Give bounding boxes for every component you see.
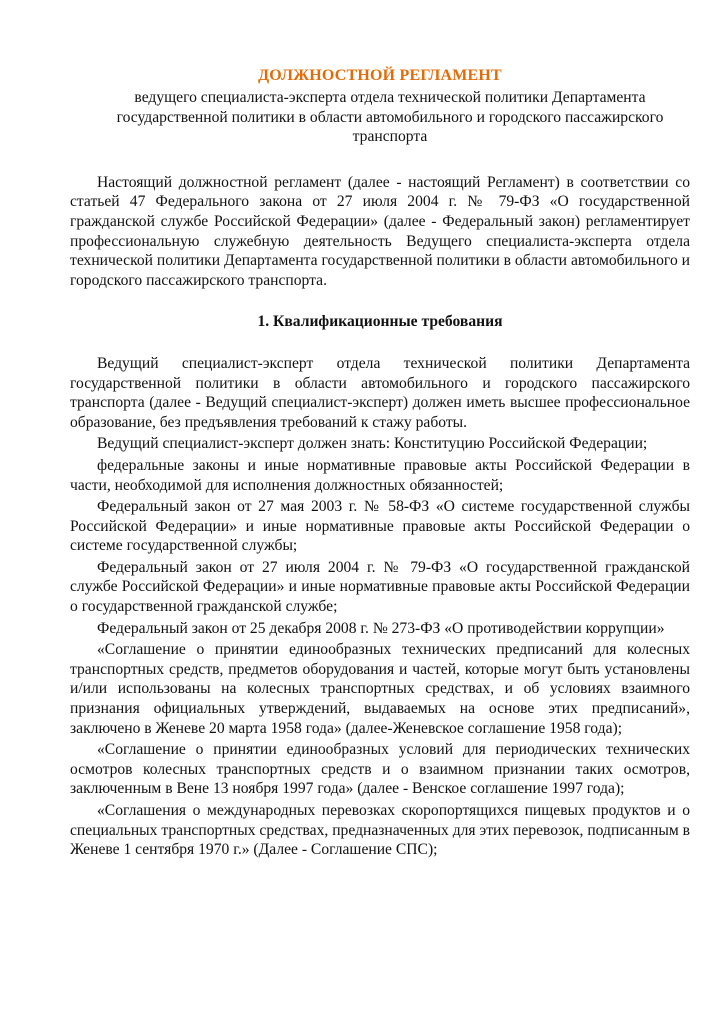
document-title: ДОЛЖНОСТНОЙ РЕГЛАМЕНТ <box>258 67 502 84</box>
section-paragraph-4: Федеральный закон от 27 мая 2003 г. № 58-ФЗ «О системе государственной службы Российской Федерации» и иные нормативные правовые акты Российской Федерации о системе государственной службы; <box>70 498 690 555</box>
section-paragraph-7: «Соглашение о принятии единообразных технических предписаний для колесных транспортных средств, предметов оборудования и частей, которые могут быть установлены и/или использованы на колесных транспортных средствах, и об условиях взаимного признания официальных утверждений, выдаваемых на основе этих предписаний», заключено в Женеве 20 марта 1958 года» (далее-Женевское соглашение 1958 года); <box>70 641 690 737</box>
document-subtitle <box>70 88 690 147</box>
section-paragraph-1: Ведущий специалист-эксперт отдела технической политики Департамента государственной политики в области автомобильного и городского пассажирского транспорта (далее - Ведущий специалист-эксперт) должен иметь высшее профессиональное образование, без предъявления требований к стажу работы. <box>70 354 690 431</box>
section-paragraph-6: Федеральный закон от 25 декабря 2008 г. № 273-ФЗ «О противодействии коррупции» <box>97 619 665 637</box>
section-paragraph-8: «Соглашение о принятии единообразных условий для периодических технических осмотров колесных транспортных средств и о взаимном признании таких осмотров, заключенным в Вене 13 ноября 1997 года» (далее - Венское соглашение 1997 года); <box>70 741 690 798</box>
subtitle-line-2: государственной политики в области автомобильного и городского пассажирского <box>116 108 664 126</box>
section-paragraph-9: «Соглашения о международных перевозках скоропортящихся пищевых продуктов и о специальных транспортных средствах, предназначенных для этих перевозок, подписанным в Женеве 1 сентября 1970 г.» (Далее - Соглашение СПС); <box>70 802 690 859</box>
intro-paragraph: Настоящий должностной регламент (далее - настоящий Регламент) в соответствии со статьей 47 Федерального закона от 27 июля 2004 г. № 79-ФЗ «О государственной гражданской службе Российской Федерации» (далее - Федеральный закон) регламентирует профессиональную служебную деятельность Ведущего специалиста-эксперта отдела технической политики Департамента государственной политики в области автомобильного и городского пассажирского транспорта. <box>70 173 690 289</box>
subtitle-line-3: транспорта <box>352 128 428 146</box>
section-paragraph-2: Ведущий специалист-эксперт должен знать: Конституцию Российской Федерации; <box>97 435 648 453</box>
document-page <box>70 66 690 862</box>
section-heading: 1. Квалификационные требования <box>257 313 503 331</box>
subtitle-line-1: ведущего специалиста-эксперта отдела технической политики Департамента <box>134 89 646 106</box>
section-paragraph-5: Федеральный закон от 27 июля 2004 г. № 79-ФЗ «О государственной гражданской службе Российской Федерации» и иные нормативные правовые акты Российской Федерации о государственной гражданской службе; <box>70 558 690 616</box>
section-paragraph-3: федеральные законы и иные нормативные правовые акты Российской Федерации в части, необходимой для исполнения должностных обязанностей; <box>70 456 690 494</box>
